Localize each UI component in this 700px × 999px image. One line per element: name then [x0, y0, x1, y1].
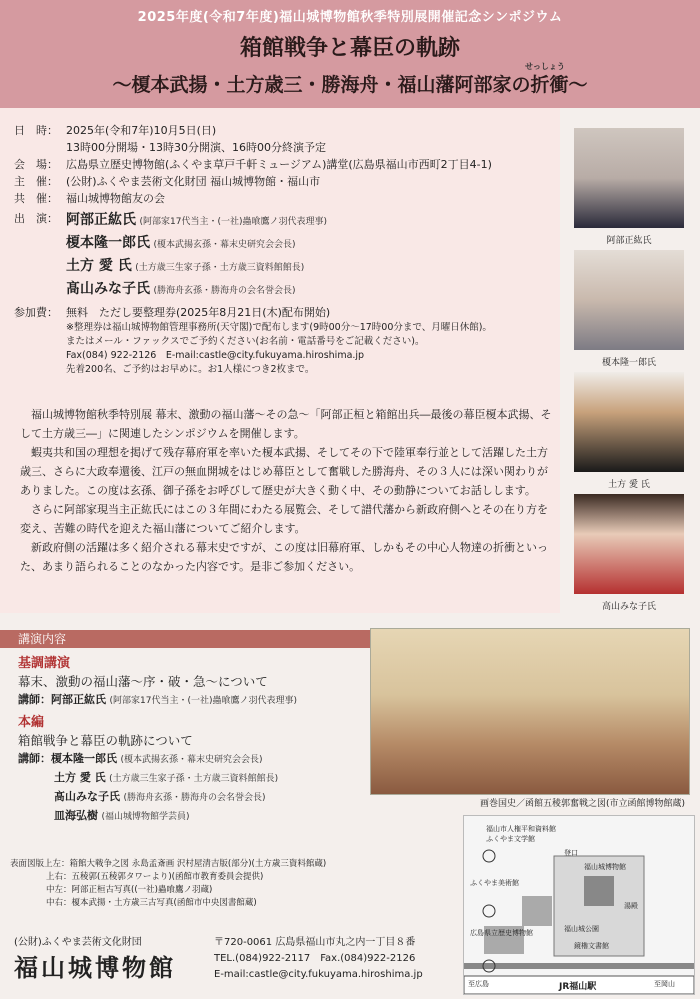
ruby-text: せっしょう [525, 62, 565, 71]
date-value: 2025年(令和7年)10月5日(日) [66, 124, 217, 137]
cast-desc: (勝海舟玄孫・勝海舟の会名誉会長) [153, 286, 296, 296]
host-label: 主 催： [14, 175, 58, 188]
header-banner [0, 0, 700, 108]
keynote-speaker: 講師：阿部正紘氏 [18, 693, 106, 706]
fee-value: 無料 ただし要整理券(2025年8月21日(木)配布開始) [66, 306, 331, 319]
cast-desc: (阿部家17代当主・(一社)蟲喰鷹ノ羽代表理事) [139, 217, 327, 227]
lecture-content [18, 655, 368, 826]
note-line: Fax(084) 922-2126 E-mail:castle@city.fukuyama.hiroshima.jp [66, 350, 365, 361]
keynote-topic: 幕末、激動の福山藩～序・破・急～について [18, 674, 268, 689]
date-label: 日 時： [14, 124, 58, 137]
image-credits [10, 858, 350, 910]
battle-painting-image [370, 628, 690, 795]
venue-label: 会 場： [14, 158, 58, 171]
speaker-name: 髙山みな子氏 [54, 790, 120, 803]
map-label: 至岡山 [654, 980, 675, 988]
access-map [463, 815, 695, 995]
speaker-desc: (勝海舟玄孫・勝海舟の会名誉会長) [123, 793, 266, 803]
portrait-caption: 阿部正紘氏 [606, 236, 652, 246]
map-label: ふくやま文学館 [486, 835, 535, 843]
org-name: (公財)ふくやま芸術文化財団 [14, 937, 142, 948]
keynote-heading: 基調講演 [18, 656, 71, 671]
speaker-desc: (榎本武揚玄孫・幕末史研究会会長) [120, 755, 263, 765]
lecture-section-title: 講演内容 [0, 630, 378, 648]
cohost-label: 共 催： [14, 192, 58, 205]
museum-logo-text: 福山城博物館 [14, 953, 176, 982]
credit-line: 上右：五稜郭(五稜郭タワーより)(函館市教育委員会提供) [46, 872, 264, 882]
speaker-desc: (福山城博物館学芸員) [101, 812, 190, 822]
main-topic: 箱館戦争と幕臣の軌跡について [18, 733, 193, 748]
portrait-caption: 榎本隆一郎氏 [601, 358, 656, 368]
cast-label: 出 演： [14, 212, 58, 225]
event-title: 箱館戦争と幕臣の軌跡 [239, 36, 460, 61]
map-label: 至広島 [468, 980, 489, 988]
event-subtitle: 2025年度(令和7年度)福山城博物館秋季特別展開催記念シンポジウム [137, 10, 563, 25]
speaker-desc: (土方歳三生家子孫・土方歳三資料館館長) [109, 774, 279, 784]
cast-desc: (榎本武揚玄孫・幕末史研究会会長) [153, 240, 296, 250]
intro-text [20, 405, 555, 576]
cast-name: 榎本隆一郎氏 [66, 235, 150, 251]
map-label: ふくやま美術館 [470, 879, 519, 887]
fee-label: 参加費： [14, 306, 58, 319]
portrait-photo [574, 372, 684, 472]
phone-line: TEL.(084)922-2117 Fax.(084)922-2126 [214, 953, 416, 964]
credit-line: 表面図版上左：箱館大戦争之図 永島孟斎画 沢村屋清吉版(部分)(土方歳三資料館蔵) [10, 859, 327, 869]
credit-line: 中右：榎本武揚・土方歳三古写真(函館市中央図書館蔵) [46, 898, 257, 908]
map-label: 福山市人権平和資料館 [486, 825, 556, 833]
note-line: 先着200名、ご予約はお早めに。お1人様につき2枚まで。 [66, 364, 315, 375]
event-info [14, 122, 559, 377]
map-label: 広島県立歴史博物館 [470, 929, 533, 937]
address-block [214, 935, 423, 983]
cast-name: 土方 愛 氏 [66, 258, 132, 274]
map-label: 福山城公園 [564, 925, 599, 933]
venue-value: 広島県立歴史博物館(ふくやま草戸千軒ミュージアム)講堂(広島県福山市西町2丁目4-1) [66, 158, 492, 171]
speaker-name: 皿海弘樹 [54, 809, 98, 822]
event-title-sub [0, 62, 700, 97]
map-label: 登口 [564, 849, 578, 857]
speaker-name: 土方 愛 氏 [54, 771, 106, 784]
portrait-caption: 土方 愛 氏 [608, 480, 650, 490]
keynote-desc: (阿部家17代当主・(一社)蟲喰鷹ノ羽代表理事) [109, 696, 297, 706]
email-line: E-mail:castle@city.fukuyama.hiroshima.jp [214, 969, 423, 980]
intro-paragraph: さらに阿部家現当主正紘氏にはこの３年間にわたる展覧会、そして譜代藩から新政府側へとその在り方を変え、苦難の時代を迎えた福山藩についてご紹介します。 [20, 503, 548, 535]
host-value: (公財)ふくやま芸術文化財団 福山城博物館・福山市 [66, 175, 321, 188]
cast-name: 髙山みな子氏 [66, 281, 150, 297]
station-label: JR福山駅 [559, 982, 597, 992]
portrait-photo [574, 128, 684, 228]
painting-caption: 画巻国史／函館五稜郭奮戦之図(市立函館博物館蔵) [480, 799, 686, 809]
footer [14, 933, 454, 983]
intro-paragraph: 蝦夷共和国の理想を掲げて残存幕府軍を率いた榎本武揚、そしてその下で陸軍奉行並として活躍した土方歳三、さらに大政奉還後、江戸の無血開城をはじめ幕臣として奮戦した勝海舟、その３人には深い関わりがありました。この度は玄孫、御子孫をお呼びして歴史が大きく動く中、その動静についてお話しします。 [20, 446, 548, 497]
event-title-sub-text: ～榎本武揚・土方歳三・勝海舟・福山藩阿部家の折衝～ [112, 74, 588, 96]
intro-paragraph: 福山城博物館秋季特別展 幕末、激動の福山藩～その急～「阿部正桓と箱館出兵―最後の幕臣榎本武揚、そして土方歳三―」に関連したシンポジウムを開催します。 [20, 408, 552, 440]
map-label: 福山城博物館 [584, 863, 626, 871]
time-detail: 13時00分開場・13時30分開演、16時00分終演予定 [66, 141, 326, 154]
speaker-name: 講師：榎本隆一郎氏 [18, 752, 117, 765]
cast-list [66, 210, 559, 302]
cast-name: 阿部正紘氏 [66, 212, 136, 228]
map-label: 鏡櫓文書館 [574, 942, 609, 950]
address-line: 〒720-0061 広島県福山市丸之内一丁目８番 [214, 937, 416, 948]
intro-paragraph: 新政府側の活躍は多く紹介される幕末史ですが、この度は旧幕府軍、しかもその中心人物達の折衝といった、あまり語られることのなかった内容です。是非ご参加ください。 [20, 541, 548, 573]
cast-desc: (土方歳三生家子孫・土方歳三資料館館長) [135, 263, 305, 273]
portrait-photo [574, 250, 684, 350]
portrait-caption: 高山みな子氏 [601, 602, 656, 612]
credit-line: 中左：阿部正桓古写真((一社)蟲喰鷹ノ羽蔵) [46, 885, 213, 895]
note-line: またはメール・ファックスでご予約ください(お名前・電話番号をご記載ください)。 [66, 336, 425, 347]
note-line: ※整理券は福山城博物館管理事務所(天守閣)で配布します(9時00分～17時00分まで、月曜日休館)。 [66, 322, 492, 333]
map-label: 湯殿 [624, 902, 638, 910]
portrait-photo [574, 494, 684, 594]
main-heading: 本編 [18, 715, 45, 730]
cohost-value: 福山城博物館友の会 [66, 192, 165, 205]
